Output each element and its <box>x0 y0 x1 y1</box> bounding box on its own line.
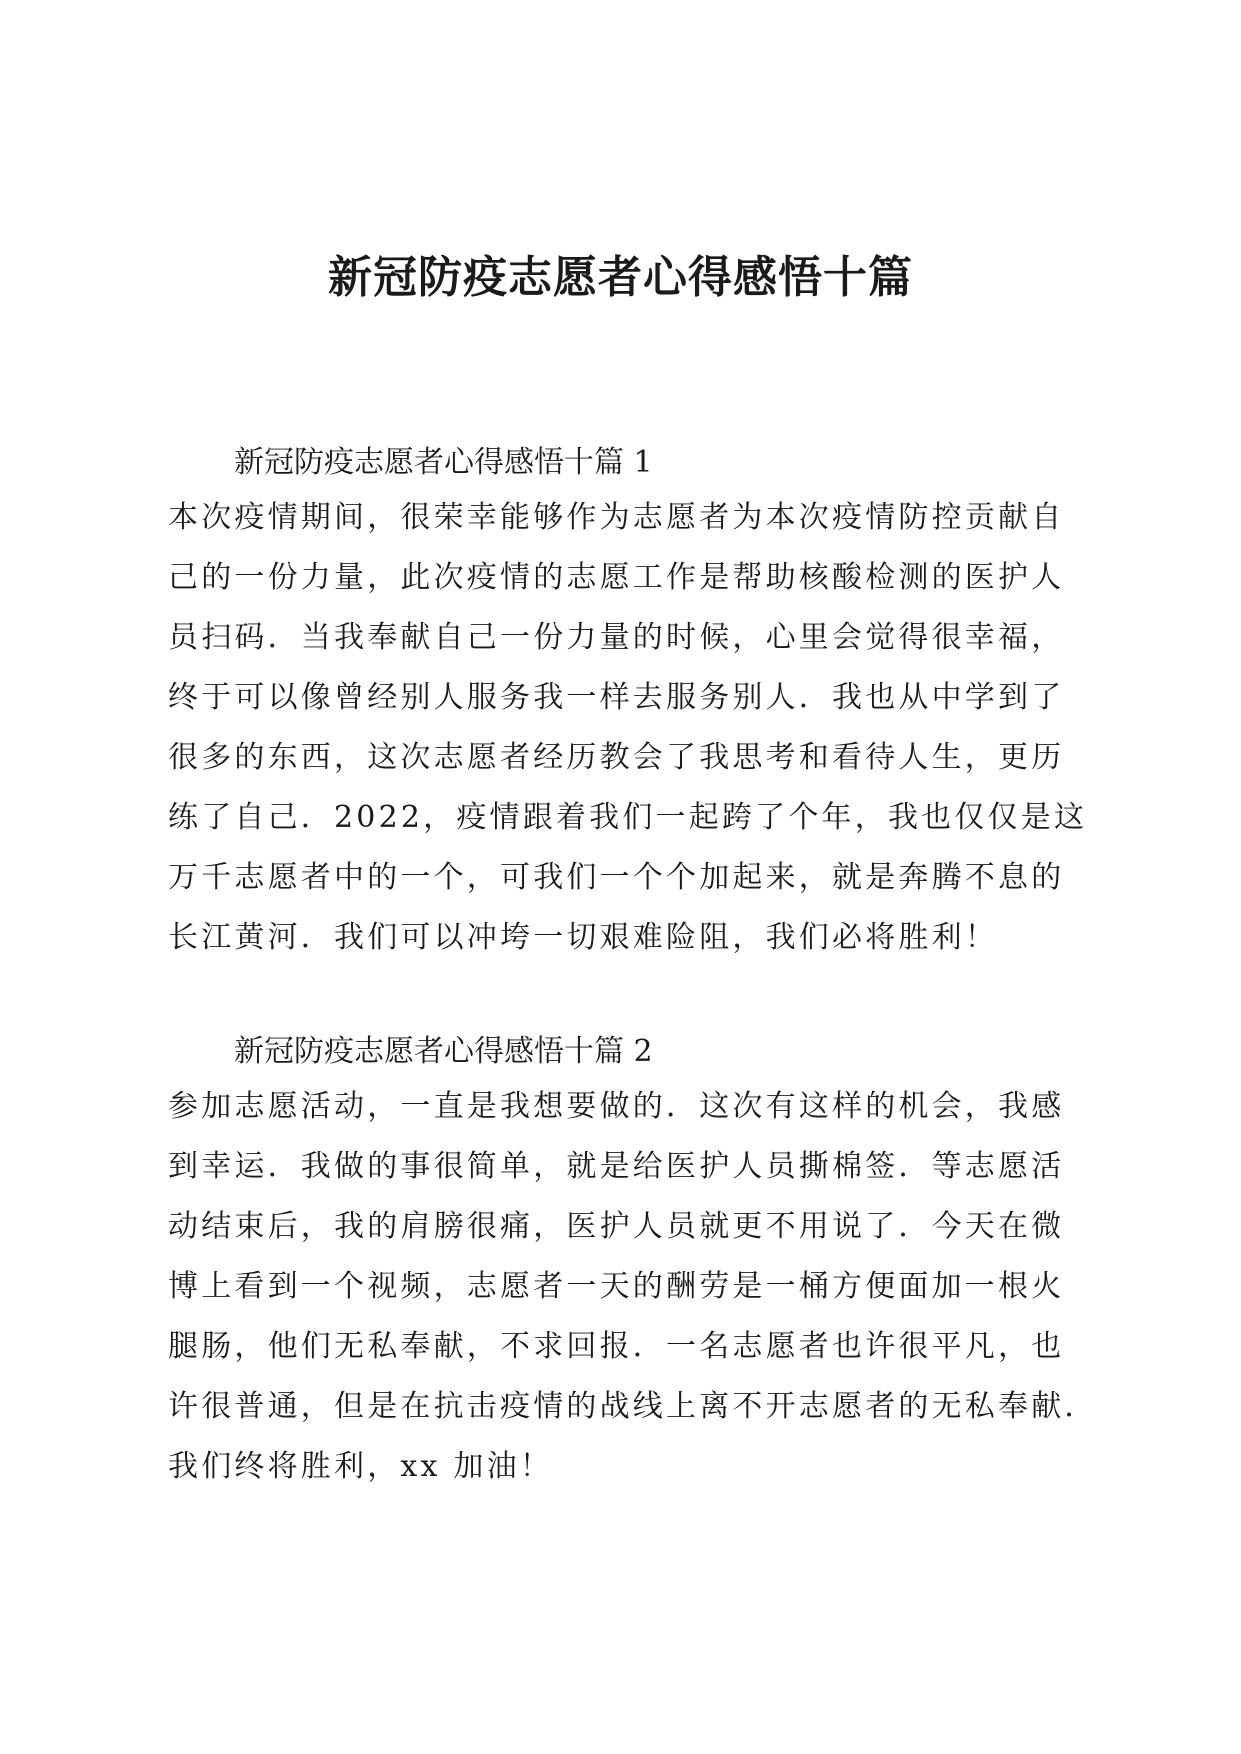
paragraph-line: 万千志愿者中的一个，可我们一个个加起来，就是奔腾不息的 <box>168 860 1065 895</box>
section-heading: 新冠防疫志愿者心得感悟十篇 1 <box>234 445 653 480</box>
paragraph-line: 练了自己．2022，疫情跟着我们一起跨了个年，我也仅仅是这 <box>168 800 1088 835</box>
paragraph-line: 本次疫情期间，很荣幸能够作为志愿者为本次疫情防控贡献自 <box>168 500 1065 535</box>
paragraph-line: 终于可以像曾经别人服务我一样去服务别人．我也从中学到了 <box>168 680 1065 715</box>
section-heading: 新冠防疫志愿者心得感悟十篇 2 <box>234 1034 653 1069</box>
paragraph-line: 博上看到一个视频，志愿者一天的酬劳是一桶方便面加一根火 <box>168 1269 1065 1304</box>
essay-section-2 <box>168 1027 1098 1497</box>
paragraph-line: 很多的东西，这次志愿者经历教会了我思考和看待人生，更历 <box>168 740 1065 775</box>
paragraph-line: 参加志愿活动，一直是我想要做的．这次有这样的机会，我感 <box>168 1089 1065 1124</box>
paragraph-line: 我们终将胜利，xx 加油！ <box>168 1449 553 1484</box>
paragraph-line: 员扫码．当我奉献自己一份力量的时候，心里会觉得很幸福， <box>168 620 1065 655</box>
document-title: 新冠防疫志愿者心得感悟十篇 <box>328 252 913 303</box>
paragraph-line: 到幸运．我做的事很简单，就是给医护人员撕棉签．等志愿活 <box>168 1149 1065 1184</box>
paragraph-line: 腿肠，他们无私奉献，不求回报．一名志愿者也许很平凡，也 <box>168 1329 1065 1364</box>
paragraph-line: 长江黄河．我们可以冲垮一切艰难险阻，我们必将胜利！ <box>168 920 998 955</box>
section-body <box>168 488 1088 968</box>
paragraph-line: 动结束后，我的肩膀很痛，医护人员就更不用说了．今天在微 <box>168 1209 1065 1244</box>
essay-section-1 <box>168 438 1088 968</box>
paragraph-line: 许很普通，但是在抗击疫情的战线上离不开志愿者的无私奉献． <box>168 1389 1098 1424</box>
section-body <box>168 1077 1098 1497</box>
paragraph-line: 己的一份力量，此次疫情的志愿工作是帮助核酸检测的医护人 <box>168 560 1065 595</box>
